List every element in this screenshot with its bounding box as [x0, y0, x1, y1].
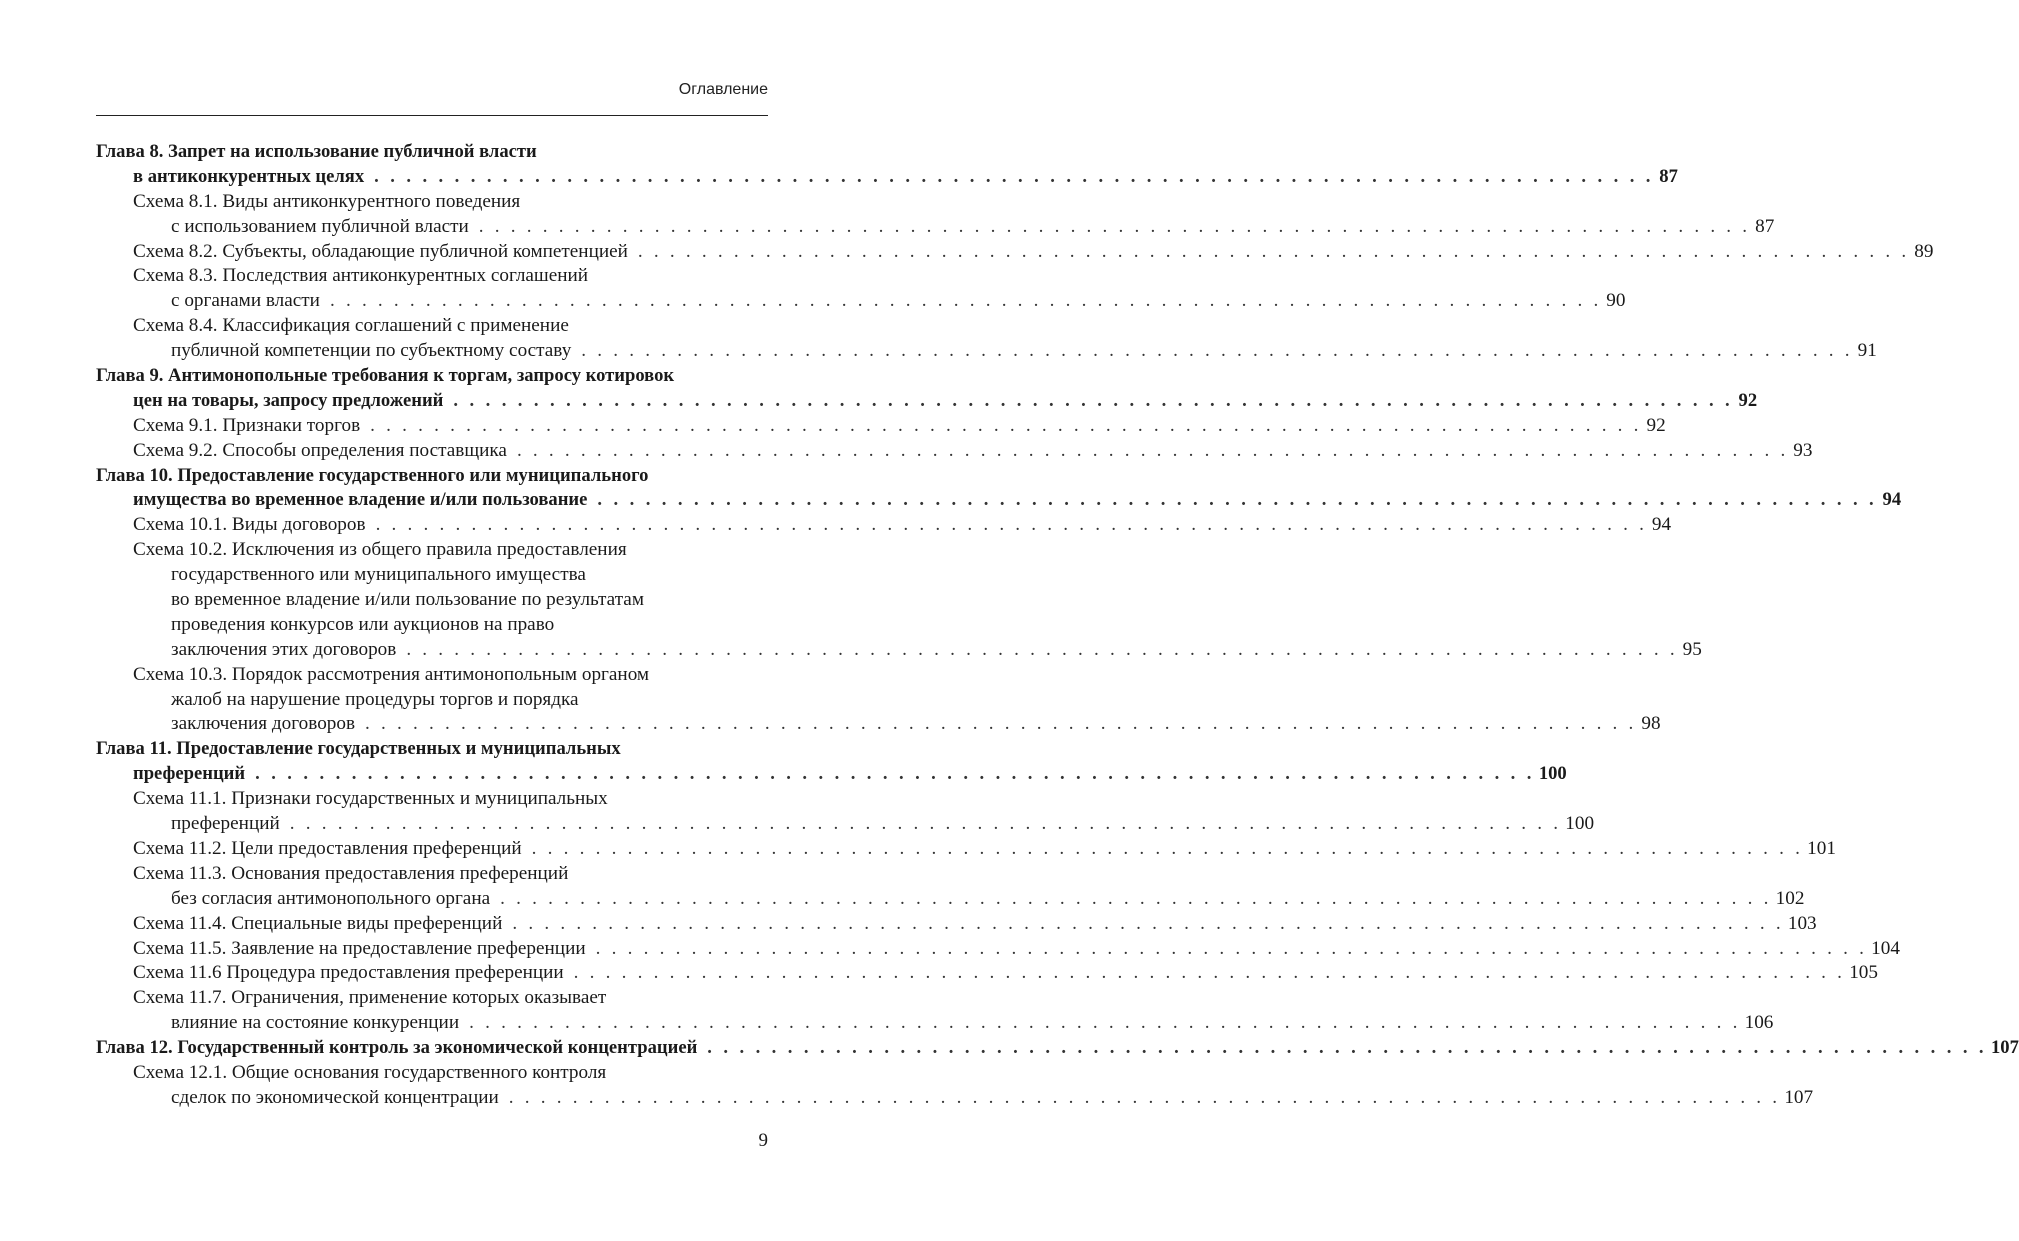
scheme-title: Схема 11.4. Специальные виды преференций: [133, 912, 503, 934]
toc-scheme-line: [96, 339, 1877, 364]
leader-dots: . . . . . . . . . . . . . . . . . . . . . . . . . . . . . . . . . . . . . . . . . . . . . . . . . . . . . . . . . . . . . . . . . . . . . . . . . . . . . . . .: [573, 962, 1846, 984]
leader-dots: . . . . . . . . . . . . . . . . . . . . . . . . . . . . . . . . . . . . . . . . . . . . . . . . . . . . . . . . . . . . . . . . . . . . . . . . . . . . . . . .: [453, 389, 1734, 411]
scheme-title: Схема 10.2. Исключения из общего правила предоставления: [133, 539, 627, 561]
toc-scheme-line: [96, 688, 768, 713]
leader-dots: . . . . . . . . . . . . . . . . . . . . . . . . . . . . . . . . . . . . . . . . . . . . . . . . . . . . . . . . . . . . . . . . . . . . . . . . . . . . . . . .: [500, 887, 1772, 909]
toc-chapter-line: [96, 762, 1567, 787]
scheme-title: без согласия антимонопольного органа: [171, 887, 491, 909]
scheme-title: во временное владение и/или пользование по результатам: [171, 589, 644, 611]
toc-scheme-line: [96, 538, 768, 563]
toc-page-number: 103: [1787, 912, 1817, 934]
toc-scheme-line: [96, 240, 1934, 265]
toc-page-number: 92: [1738, 389, 1758, 411]
scheme-title: Схема 9.1. Признаки торгов: [133, 414, 361, 436]
toc-chapter-line: [96, 464, 768, 489]
toc-scheme-line: [96, 190, 768, 215]
toc-scheme-line: [96, 638, 1702, 663]
leader-dots: . . . . . . . . . . . . . . . . . . . . . . . . . . . . . . . . . . . . . . . . . . . . . . . . . . . . . . . . . . . . . . . . . . . . . . . . . . . . . . . .: [595, 937, 1868, 959]
toc-scheme-line: [96, 961, 1878, 986]
scheme-title: государственного или муниципального имущества: [171, 564, 586, 586]
toc-page-number: 90: [1606, 290, 1626, 312]
chapter-title: Глава 10. Предоставление государственного или муниципального: [96, 464, 649, 486]
toc-page-number: 94: [1882, 489, 1902, 511]
leader-dots: . . . . . . . . . . . . . . . . . . . . . . . . . . . . . . . . . . . . . . . . . . . . . . . . . . . . . . . . . . . . . . . . . . . . . . . . . . . . . . . .: [374, 165, 1654, 187]
scheme-title: сделок по экономической концентрации: [171, 1086, 499, 1108]
toc-scheme-line: [96, 712, 1661, 737]
toc-page-number: 107: [1990, 1037, 2019, 1059]
toc-page-number: 107: [1784, 1086, 1814, 1108]
toc-scheme-line: [96, 663, 768, 688]
chapter-title: Глава 11. Предоставление государственных и муниципальных: [96, 738, 621, 760]
toc-scheme-line: [96, 314, 768, 339]
scheme-title: Схема 11.6 Процедура предоставления преференции: [133, 962, 564, 984]
leader-dots: . . . . . . . . . . . . . . . . . . . . . . . . . . . . . . . . . . . . . . . . . . . . . . . . . . . . . . . . . . . . . . . . . . . . . . . . . . . . . . . .: [516, 439, 1789, 461]
scheme-title: Схема 8.4. Классификация соглашений с применение: [133, 315, 569, 337]
scheme-title: Схема 8.3. Последствия антиконкурентных соглашений: [133, 265, 589, 287]
toc-scheme-line: [96, 862, 768, 887]
scheme-title: Схема 8.1. Виды антиконкурентного поведения: [133, 190, 521, 212]
toc-page-number: 105: [1849, 962, 1878, 984]
toc-scheme-line: [96, 613, 768, 638]
scheme-title: Схема 8.2. Субъекты, обладающие публичной компетенцией: [133, 240, 628, 262]
toc-page-number: 92: [1646, 414, 1666, 436]
leader-dots: . . . . . . . . . . . . . . . . . . . . . . . . . . . . . . . . . . . . . . . . . . . . . . . . . . . . . . . . . . . . . . . . . . . . . . . . . . . . . . . .: [329, 290, 1602, 312]
leader-dots: . . . . . . . . . . . . . . . . . . . . . . . . . . . . . . . . . . . . . . . . . . . . . . . . . . . . . . . . . . . . . . . . . . . . . . . . . . . . . . . .: [581, 340, 1853, 362]
scheme-title: Схема 10.1. Виды договоров: [133, 514, 366, 536]
running-head: Оглавление: [678, 81, 768, 98]
leader-dots: . . . . . . . . . . . . . . . . . . . . . . . . . . . . . . . . . . . . . . . . . . . . . . . . . . . . . . . . . . . . . . . . . . . . . . . . . . . . . . . .: [255, 763, 1535, 785]
toc-chapter-line: [96, 165, 1678, 190]
leader-dots: . . . . . . . . . . . . . . . . . . . . . . . . . . . . . . . . . . . . . . . . . . . . . . . . . . . . . . . . . . . . . . . . . . . . . . . . . . . . . . . .: [370, 414, 1642, 436]
leader-dots: . . . . . . . . . . . . . . . . . . . . . . . . . . . . . . . . . . . . . . . . . . . . . . . . . . . . . . . . . . . . . . . . . . . . . . . . . . . . . . . .: [637, 240, 1910, 262]
toc-chapter-line: [96, 389, 1758, 414]
toc-scheme-line: [96, 937, 1900, 962]
toc-chapter-line: [96, 1036, 2019, 1061]
toc-chapter-line: [96, 364, 768, 389]
leader-dots: . . . . . . . . . . . . . . . . . . . . . . . . . . . . . . . . . . . . . . . . . . . . . . . . . . . . . . . . . . . . . . . . . . . . . . . . . . . . . . . .: [289, 813, 1562, 835]
toc-scheme-line: [96, 289, 1626, 314]
toc-page-number: 89: [1914, 240, 1934, 262]
toc-scheme-line: [96, 1011, 1774, 1036]
chapter-title: в антиконкурентных целях: [133, 165, 365, 187]
leader-dots: . . . . . . . . . . . . . . . . . . . . . . . . . . . . . . . . . . . . . . . . . . . . . . . . . . . . . . . . . . . . . . . . . . . . . . . . . . . . . . . .: [469, 1012, 1741, 1034]
header-rule: [96, 115, 768, 116]
toc-page-number: 87: [1659, 165, 1678, 187]
toc-scheme-line: [96, 264, 768, 289]
toc-scheme-line: [96, 986, 768, 1011]
leader-dots: . . . . . . . . . . . . . . . . . . . . . . . . . . . . . . . . . . . . . . . . . . . . . . . . . . . . . . . . . . . . . . . . . . . . . . . . . . . . . . . .: [406, 638, 1678, 660]
chapter-title: Глава 9. Антимонопольные требования к торгам, запросу котировок: [96, 365, 675, 387]
scheme-title: Схема 11.5. Заявление на предоставление преференции: [133, 937, 586, 959]
scheme-title: жалоб на нарушение процедуры торгов и порядка: [171, 688, 579, 710]
scheme-title: проведения конкурсов или аукционов на право: [171, 613, 555, 635]
toc-scheme-line: [96, 414, 1666, 439]
scheme-title: Схема 12.1. Общие основания государственного контроля: [133, 1061, 607, 1083]
toc-page-number: 95: [1682, 638, 1702, 660]
scheme-title: Схема 10.3. Порядок рассмотрения антимонопольным органом: [133, 663, 650, 685]
leader-dots: . . . . . . . . . . . . . . . . . . . . . . . . . . . . . . . . . . . . . . . . . . . . . . . . . . . . . . . . . . . . . . . . . . . . . . . . . . . . . . . .: [531, 837, 1804, 859]
scheme-title: Схема 9.2. Способы определения поставщика: [133, 439, 507, 461]
leader-dots: . . . . . . . . . . . . . . . . . . . . . . . . . . . . . . . . . . . . . . . . . . . . . . . . . . . . . . . . . . . . . . . . . . . . . . . . . . . . . . . .: [508, 1086, 1781, 1108]
toc-page-number: 100: [1538, 763, 1567, 785]
chapter-title: Глава 8. Запрет на использование публичной власти: [96, 141, 537, 162]
toc-page-number: 94: [1651, 514, 1672, 536]
leader-dots: . . . . . . . . . . . . . . . . . . . . . . . . . . . . . . . . . . . . . . . . . . . . . . . . . . . . . . . . . . . . . . . . . . . . . . . . . . . . . . . .: [365, 713, 1637, 735]
toc-page-number: 93: [1793, 439, 1813, 461]
scheme-title: Схема 11.1. Признаки государственных и муниципальных: [133, 788, 608, 810]
scheme-title: влияние на состояние конкуренции: [171, 1012, 460, 1034]
toc-scheme-line: [96, 1061, 768, 1086]
toc-chapter-line: [96, 488, 1902, 513]
toc-scheme-line: [96, 787, 768, 812]
toc-page-number: 98: [1641, 713, 1661, 735]
toc-scheme-line: [96, 887, 1805, 912]
toc-chapter-line: [96, 140, 768, 165]
toc-page-number: 101: [1807, 837, 1836, 859]
leader-dots: . . . . . . . . . . . . . . . . . . . . . . . . . . . . . . . . . . . . . . . . . . . . . . . . . . . . . . . . . . . . . . . . . . . . . . . . . . . . . . . .: [512, 912, 1784, 934]
table-of-contents: [96, 140, 2019, 1111]
toc-page-number: 102: [1775, 887, 1805, 909]
chapter-title: преференций: [133, 763, 246, 785]
chapter-title: имущества во временное владение и/или пользование: [133, 489, 588, 511]
toc-scheme-line: [96, 215, 1775, 240]
scheme-title: Схема 11.3. Основания предоставления преференций: [133, 862, 569, 884]
chapter-title: Глава 12. Государственный контроль за экономической концентрацией: [96, 1037, 698, 1059]
scheme-title: заключения договоров: [171, 713, 356, 735]
scheme-title: с использованием публичной власти: [171, 215, 469, 237]
toc-scheme-line: [96, 837, 1836, 862]
toc-page-number: 91: [1857, 340, 1877, 362]
toc-scheme-line: [96, 563, 768, 588]
toc-scheme-line: [96, 439, 1813, 464]
scheme-title: преференций: [171, 813, 280, 835]
scheme-title: публичной компетенции по субъектному составу: [171, 340, 572, 362]
toc-page-number: 104: [1871, 937, 1900, 959]
scheme-title: с органами власти: [171, 290, 320, 312]
leader-dots: . . . . . . . . . . . . . . . . . . . . . . . . . . . . . . . . . . . . . . . . . . . . . . . . . . . . . . . . . . . . . . . . . . . . . . . . . . . . . . . .: [375, 514, 1648, 536]
toc-page-number: 106: [1744, 1012, 1774, 1034]
scheme-title: Схема 11.2. Цели предоставления преференций: [133, 837, 522, 859]
chapter-title: цен на товары, запросу предложений: [133, 389, 444, 411]
scheme-title: Схема 11.7. Ограничения, применение которых оказывает: [133, 987, 607, 1009]
leader-dots: . . . . . . . . . . . . . . . . . . . . . . . . . . . . . . . . . . . . . . . . . . . . . . . . . . . . . . . . . . . . . . . . . . . . . . . . . . . . . . . .: [478, 215, 1751, 237]
toc-scheme-line: [96, 912, 1817, 937]
leader-dots: . . . . . . . . . . . . . . . . . . . . . . . . . . . . . . . . . . . . . . . . . . . . . . . . . . . . . . . . . . . . . . . . . . . . . . . . . . . . . . . .: [597, 489, 1878, 511]
toc-page-number: 100: [1565, 813, 1595, 835]
scheme-title: заключения этих договоров: [171, 638, 397, 660]
toc-scheme-line: [96, 1086, 1814, 1111]
toc-scheme-line: [96, 588, 768, 613]
leader-dots: . . . . . . . . . . . . . . . . . . . . . . . . . . . . . . . . . . . . . . . . . . . . . . . . . . . . . . . . . . . . . . . . . . . . . . . . . . . . . . . .: [707, 1037, 1987, 1059]
toc-page-number: 87: [1755, 215, 1775, 237]
page-number: 9: [758, 1130, 768, 1151]
toc-scheme-line: [96, 513, 1672, 538]
toc-chapter-line: [96, 737, 768, 762]
toc-scheme-line: [96, 812, 1595, 837]
